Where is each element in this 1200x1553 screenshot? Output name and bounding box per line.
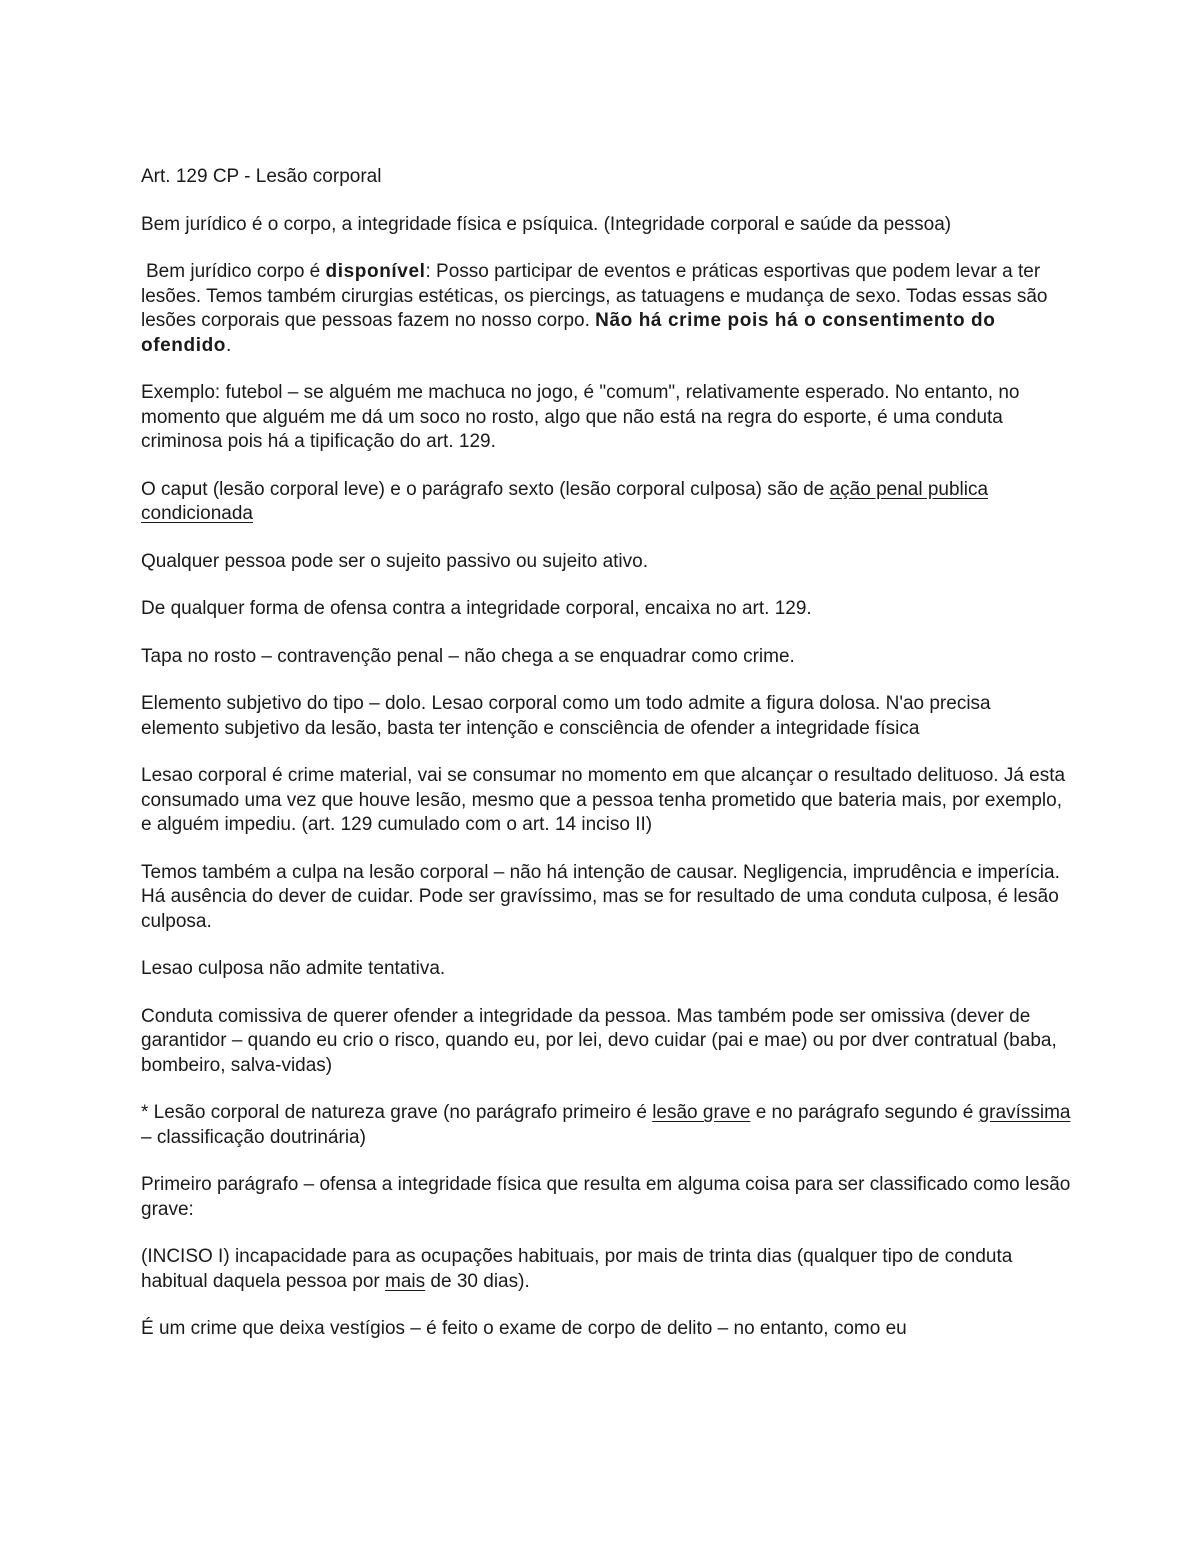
bold-text-consentimento: Não há crime pois há o consentimento do ofendido	[141, 310, 996, 356]
underlined-text-gravissima: gravíssima	[978, 1102, 1071, 1123]
text-run: e no parágrafo segundo é	[750, 1102, 979, 1123]
text-run: : Posso participar de eventos e práticas esportivas que podem levar a ter lesões. Temos também cirurgias estéticas, os piercings, as tatuagens e mudança de sexo. Todas essas são lesões corporais que pessoas fazem no nosso corpo.	[141, 261, 1048, 331]
paragraph-bem-juridico: Bem jurídico é o corpo, a integridade física e psíquica. (Integridade corporal e saúde da pessoa)	[141, 213, 952, 235]
underlined-text-acao-penal: ação penal publica condicionada	[141, 478, 989, 524]
document-page	[141, 165, 1071, 1365]
text-run: * Lesão corporal de natureza grave (no parágrafo primeiro é	[141, 1102, 653, 1123]
underlined-text-mais: mais	[385, 1270, 426, 1292]
text-run: (INCISO I) incapacidade para as ocupações habituais, por mais de trinta dias (qualquer tipo de conduta habitual daquela pessoa por	[141, 1246, 1013, 1292]
paragraph-inciso-i	[141, 1245, 1071, 1294]
paragraph-culpa: Temos também a culpa na lesão corporal – não há intenção de causar. Negligencia, imprudência e imperícia. Há ausência do dever de cuidar. Pode ser gravíssimo, mas se for resultado de uma conduta culposa, é lesão culposa.	[141, 861, 1060, 932]
paragraph-elemento-subjetivo: Elemento subjetivo do tipo – dolo. Lesao corporal como um todo admite a figura dolosa. N'ao precisa elemento subjetivo da lesão, basta ter intenção e consciência de ofender a integridade física	[141, 693, 991, 739]
paragraph-disponivel	[141, 260, 1071, 358]
paragraph-tentativa: Lesao culposa não admite tentativa.	[141, 958, 446, 979]
document-title: Art. 129 CP - Lesão corporal	[141, 166, 382, 187]
paragraph-crime-material: Lesao corporal é crime material, vai se consumar no momento em que alcançar o resultado delituoso. Já esta consumado uma vez que houve lesão, mesmo que a pessoa tenha prometido que bateria mais, por exemplo, e alguém impediu. (art. 129 cumulado com o art. 14 inciso II)	[141, 765, 1066, 835]
text-run: de 30 dias).	[425, 1270, 530, 1292]
paragraph-conduta-comissiva: Conduta comissiva de querer ofender a integridade da pessoa. Mas também pode ser omissiva (dever de garantidor – quando eu crio o risco, quando eu, por lei, devo cuidar (pai e mae) ou por dver contratual (baba, bombeiro, salva-vidas)	[141, 1005, 1057, 1076]
underlined-text-lesao-grave: lesão grave	[652, 1102, 751, 1123]
text-run: Bem jurídico corpo é	[146, 261, 326, 282]
bold-text-disponivel: disponível	[325, 261, 426, 282]
paragraph-exemplo-futebol: Exemplo: futebol – se alguém me machuca no jogo, é "comum", relativamente esperado. No entanto, no momento que alguém me dá um soco no rosto, algo que não está na regra do esporte, é uma conduta criminosa pois há a tipificação do art. 129.	[141, 382, 1020, 452]
paragraph-primeiro-paragrafo: Primeiro parágrafo – ofensa a integridade física que resulta em alguma coisa para ser classificado como lesão grave:	[141, 1174, 1071, 1220]
text-run: – classificação doutrinária)	[141, 1126, 366, 1148]
paragraph-natureza-grave	[141, 1101, 1071, 1150]
paragraph-tapa: Tapa no rosto – contravenção penal – não chega a se enquadrar como crime.	[141, 645, 795, 667]
paragraph-caput	[141, 478, 1071, 527]
text-run: O caput (lesão corporal leve) e o parágrafo sexto (lesão corporal culposa) são de	[141, 478, 830, 500]
paragraph-sujeito: Qualquer pessoa pode ser o sujeito passivo ou sujeito ativo.	[141, 550, 648, 572]
paragraph-vestigios: É um crime que deixa vestígios – é feito o exame de corpo de delito – no entanto, como eu	[141, 1318, 907, 1339]
text-run: .	[226, 334, 232, 356]
paragraph-ofensa: De qualquer forma de ofensa contra a integridade corporal, encaixa no art. 129.	[141, 598, 812, 619]
